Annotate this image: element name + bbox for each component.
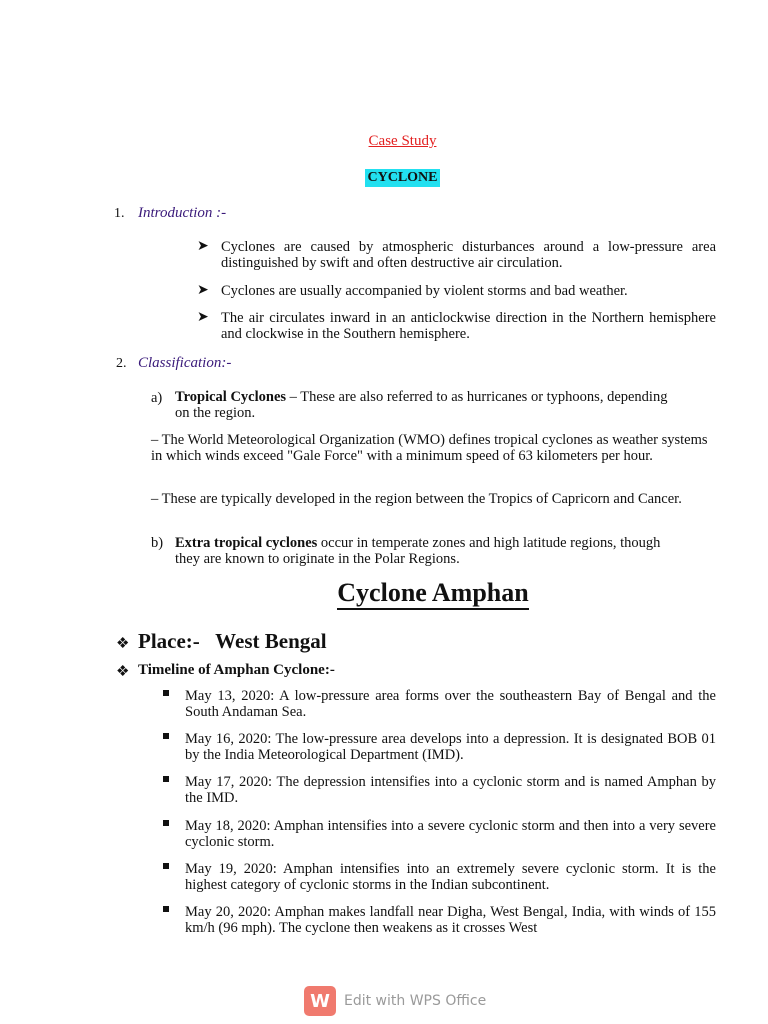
tropics-paragraph: – These are typically developed in the region between the Tropics of Capricorn and Cancer. bbox=[151, 491, 682, 507]
diamond-bullet-icon: ❖ bbox=[116, 636, 130, 652]
arrow-bullet-icon: ➤ bbox=[197, 283, 209, 298]
case-study-heading: Case Study bbox=[368, 133, 437, 149]
place-heading: Place:- West Bengal bbox=[138, 629, 327, 653]
timeline-item: May 19, 2020: Amphan intensifies into an extremely severe cyclonic storm. It is the highest category of cyclonic storms in the Indian subcontinent. bbox=[185, 861, 716, 893]
tropical-cyclones-desc: – These are also referred to as hurricanes or typhoons, depending on the region. bbox=[175, 389, 668, 421]
timeline-item: May 17, 2020: The depression intensifies into a cyclonic storm and is named Amphan by the IMD. bbox=[185, 774, 716, 806]
list-marker-b: b) bbox=[151, 535, 164, 551]
timeline-item: May 20, 2020: Amphan makes landfall near Digha, West Bengal, India, with winds of 155 km/h (96 mph). The cyclone then weakens as it crosses West bbox=[185, 904, 716, 936]
section-number-classification: 2. bbox=[116, 356, 127, 371]
square-bullet-icon bbox=[163, 776, 169, 782]
extra-tropical-item bbox=[175, 535, 685, 567]
extra-tropical-desc: occur in temperate zones and high latitude regions, though they are known to originate in the Polar Regions. bbox=[175, 535, 661, 567]
arrow-bullet-icon: ➤ bbox=[197, 239, 209, 254]
square-bullet-icon bbox=[163, 733, 169, 739]
tropical-cyclones-term: Tropical Cyclones bbox=[175, 389, 287, 405]
timeline-heading: Timeline of Amphan Cyclone:- bbox=[138, 662, 335, 678]
wmo-paragraph: – The World Meteorological Organization (WMO) defines tropical cyclones as weather systems in which winds exceed "Gale Force" with a minimum speed of 63 kilometers per hour. bbox=[151, 432, 708, 464]
extra-tropical-term: Extra tropical cyclones bbox=[175, 535, 318, 551]
wps-label: Edit with WPS Office bbox=[344, 993, 487, 1009]
square-bullet-icon bbox=[163, 906, 169, 912]
edit-with-wps-button[interactable] bbox=[304, 986, 486, 1016]
section-title-classification: Classification:- bbox=[138, 355, 232, 371]
timeline-item: May 13, 2020: A low-pressure area forms over the southeastern Bay of Bengal and the South Andaman Sea. bbox=[185, 688, 716, 720]
square-bullet-icon bbox=[163, 863, 169, 869]
section-number-intro: 1. bbox=[114, 206, 125, 221]
cyclone-amphan-title bbox=[0, 578, 768, 608]
timeline-item: May 16, 2020: The low-pressure area develops into a depression. It is designated BOB 01 by the India Meteorological Department (IMD). bbox=[185, 731, 716, 763]
cyclone-amphan-title-text: Cyclone Amphan bbox=[337, 578, 528, 610]
list-marker-a: a) bbox=[151, 390, 163, 406]
diamond-bullet-icon: ❖ bbox=[116, 664, 130, 680]
timeline-item: May 18, 2020: Amphan intensifies into a severe cyclonic storm and then into a very severe cyclonic storm. bbox=[185, 818, 716, 850]
tropical-cyclones-item bbox=[175, 389, 675, 421]
cyclone-tag: CYCLONE bbox=[367, 170, 438, 185]
square-bullet-icon bbox=[163, 820, 169, 826]
square-bullet-icon bbox=[163, 690, 169, 696]
cyclone-heading-wrap bbox=[0, 168, 768, 187]
section-title-intro: Introduction :- bbox=[138, 205, 227, 221]
arrow-bullet-icon: ➤ bbox=[197, 310, 209, 325]
wps-logo-icon: W bbox=[304, 986, 336, 1016]
intro-bullet-1: Cyclones are caused by atmospheric disturbances around a low-pressure area distinguished by swift and often destructive air circulation. bbox=[221, 239, 716, 271]
intro-bullet-2: Cyclones are usually accompanied by violent storms and bad weather. bbox=[221, 283, 628, 299]
intro-bullet-3: The air circulates inward in an anticlockwise direction in the Northern hemisphere and clockwise in the Southern hemisphere. bbox=[221, 310, 716, 342]
